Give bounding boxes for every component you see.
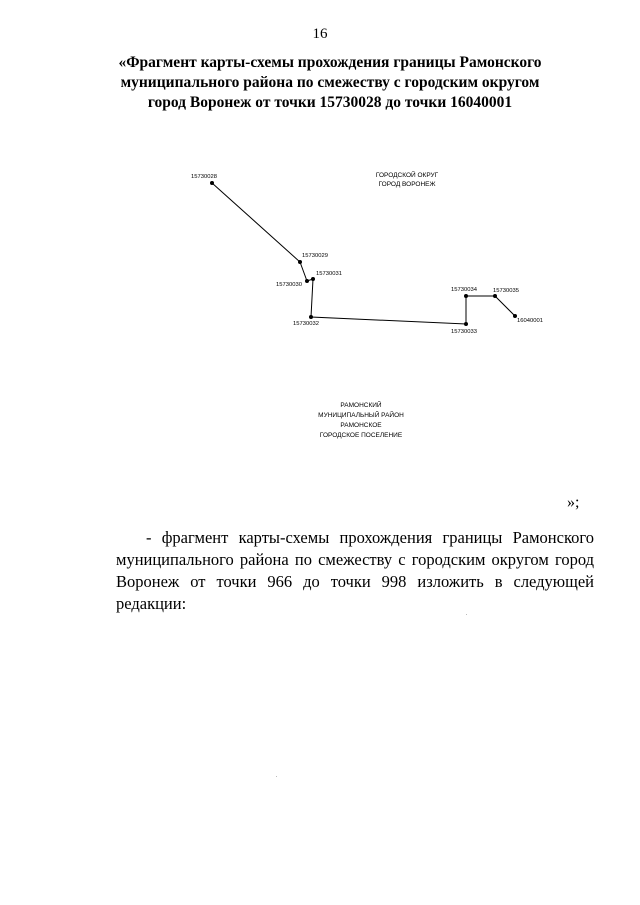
point-label: 15730032 [293, 321, 319, 327]
map-point-16040001 [513, 314, 543, 324]
scan-speck [276, 776, 277, 777]
boundary-line [212, 183, 515, 324]
map-point-15730028 [191, 174, 217, 185]
point-label: 15730034 [451, 287, 477, 293]
point-label: 15730031 [316, 271, 342, 277]
point-label: 15730030 [276, 282, 302, 288]
point-label: 15730033 [451, 329, 477, 335]
point-label: 16040001 [517, 318, 543, 324]
region-label-line: ГОРОДСКОЙ ОКРУГ [375, 172, 439, 179]
point-label: 15730035 [493, 288, 519, 294]
scan-speck [466, 614, 467, 615]
region-label-line: РАМОНСКОЕ [340, 422, 382, 429]
page-number: 16 [312, 26, 328, 42]
map-point-15730035 [493, 288, 519, 298]
region-label-ramon [318, 400, 404, 439]
map-point-15730030 [276, 279, 309, 288]
map-point-15730029 [298, 253, 328, 264]
closing-quote: »; [567, 494, 580, 511]
region-label-line: ГОРОДСКОЕ ПОСЕЛЕНИЕ [319, 432, 403, 439]
region-label-line: МУНИЦИПАЛЬНЫЙ РАЙОН [318, 412, 404, 419]
region-label-voronezh [376, 170, 439, 188]
body-paragraph [116, 527, 594, 615]
document-title: «Фрагмент карты-схемы прохождения границы Рамонского муниципального района по смежеству с городским округом город Воронеж от точки 15730028 до точки 16040001 [118, 54, 542, 111]
body-paragraph-text: - фрагмент карты-схемы прохождения границы Рамонского муниципального района по смежеству с городским округом город Воронеж от точки 966 до точки 998 изложить в следующей редакции: [116, 528, 594, 613]
region-label-line: РАМОНСКИЙ [340, 402, 382, 409]
point-label: 15730029 [302, 253, 328, 259]
point-label: 15730028 [191, 174, 217, 180]
map-point-15730031 [311, 271, 342, 281]
region-label-line: ГОРОД ВОРОНЕЖ [378, 181, 436, 188]
